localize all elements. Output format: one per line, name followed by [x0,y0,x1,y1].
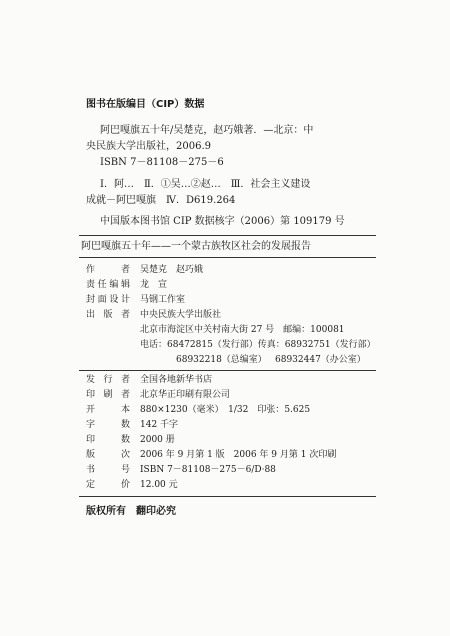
divider [79,235,376,236]
spec-label-price: 定 价 [86,480,130,490]
cip-record-line2: 央民族大学出版社，2006.9 [86,141,211,152]
spec-label-printer: 印 刷 者 [86,390,130,400]
publisher-phone1: 电话：68472815（发行部）传真：68932751（发行部） [140,340,376,350]
spec-label-edition: 版 次 [86,450,130,460]
cip-subject-line2: 成就－阿巴嘎旗 Ⅳ．D619.264 [86,195,236,206]
spec-label-distributor: 发 行 者 [86,375,130,385]
credit-value-cover: 马钢工作室 [140,295,186,305]
spec-label-print-run: 印 数 [86,435,130,445]
book-title: 阿巴嘎旗五十年——一个蒙古族牧区社会的发展报告 [81,241,311,252]
credit-label-publisher: 出 版 者 [86,310,130,320]
cip-number: 中国版本图书馆 CIP 数据核字（2006）第 109179 号 [100,216,345,227]
spec-value-edition: 2006 年 9 月第 1 版 2006 年 9 月第 1 次印刷 [140,450,337,460]
credit-value-author: 吴楚克 赵巧娥 [140,265,204,275]
spec-value-printer: 北京华正印刷有限公司 [140,390,231,400]
cip-isbn: ISBN 7－81108－275－6 [100,157,224,168]
divider [79,257,376,258]
publisher-phone2: 68932218（总编室） [176,355,267,365]
spec-label-word-count: 字 数 [86,420,130,430]
publisher-address: 北京市海淀区中关村南大街 27 号 邮编：100081 [140,325,345,335]
cip-subject-line1: Ⅰ．阿… Ⅱ．①吴…②赵… Ⅲ．社会主义建设 [100,179,311,190]
spec-value-word-count: 142 千字 [140,420,179,430]
credit-label-cover: 封面设计 [86,295,130,305]
spec-value-book-number: ISBN 7－81108－275－6/D·88 [140,465,276,475]
divider [79,496,376,497]
spec-label-book-number: 书 号 [86,465,130,475]
spec-value-distributor: 全国各地新华书店 [140,375,213,385]
publisher-phone3: 68932447（办公室） [275,355,366,365]
spec-value-print-run: 2000 册 [140,435,175,445]
credit-label-editor: 责任编辑 [86,280,130,290]
spec-label-format: 开 本 [86,405,130,415]
cip-header: 图书在版编目（CIP）数据 [86,99,205,110]
divider [79,370,376,371]
spec-value-price: 12.00 元 [140,480,178,490]
credit-value-publisher: 中央民族大学出版社 [140,310,222,320]
copyright-notice: 版权所有 翻印必究 [86,506,176,517]
spec-value-format: 880×1230（毫米） 1/32 印张：5.625 [140,405,311,415]
credit-value-editor: 龙 宣 [140,280,168,290]
cip-record-line1: 阿巴嘎旗五十年/吴楚克，赵巧娥著．—北京：中 [100,125,314,136]
credit-label-author: 作 者 [86,265,130,275]
